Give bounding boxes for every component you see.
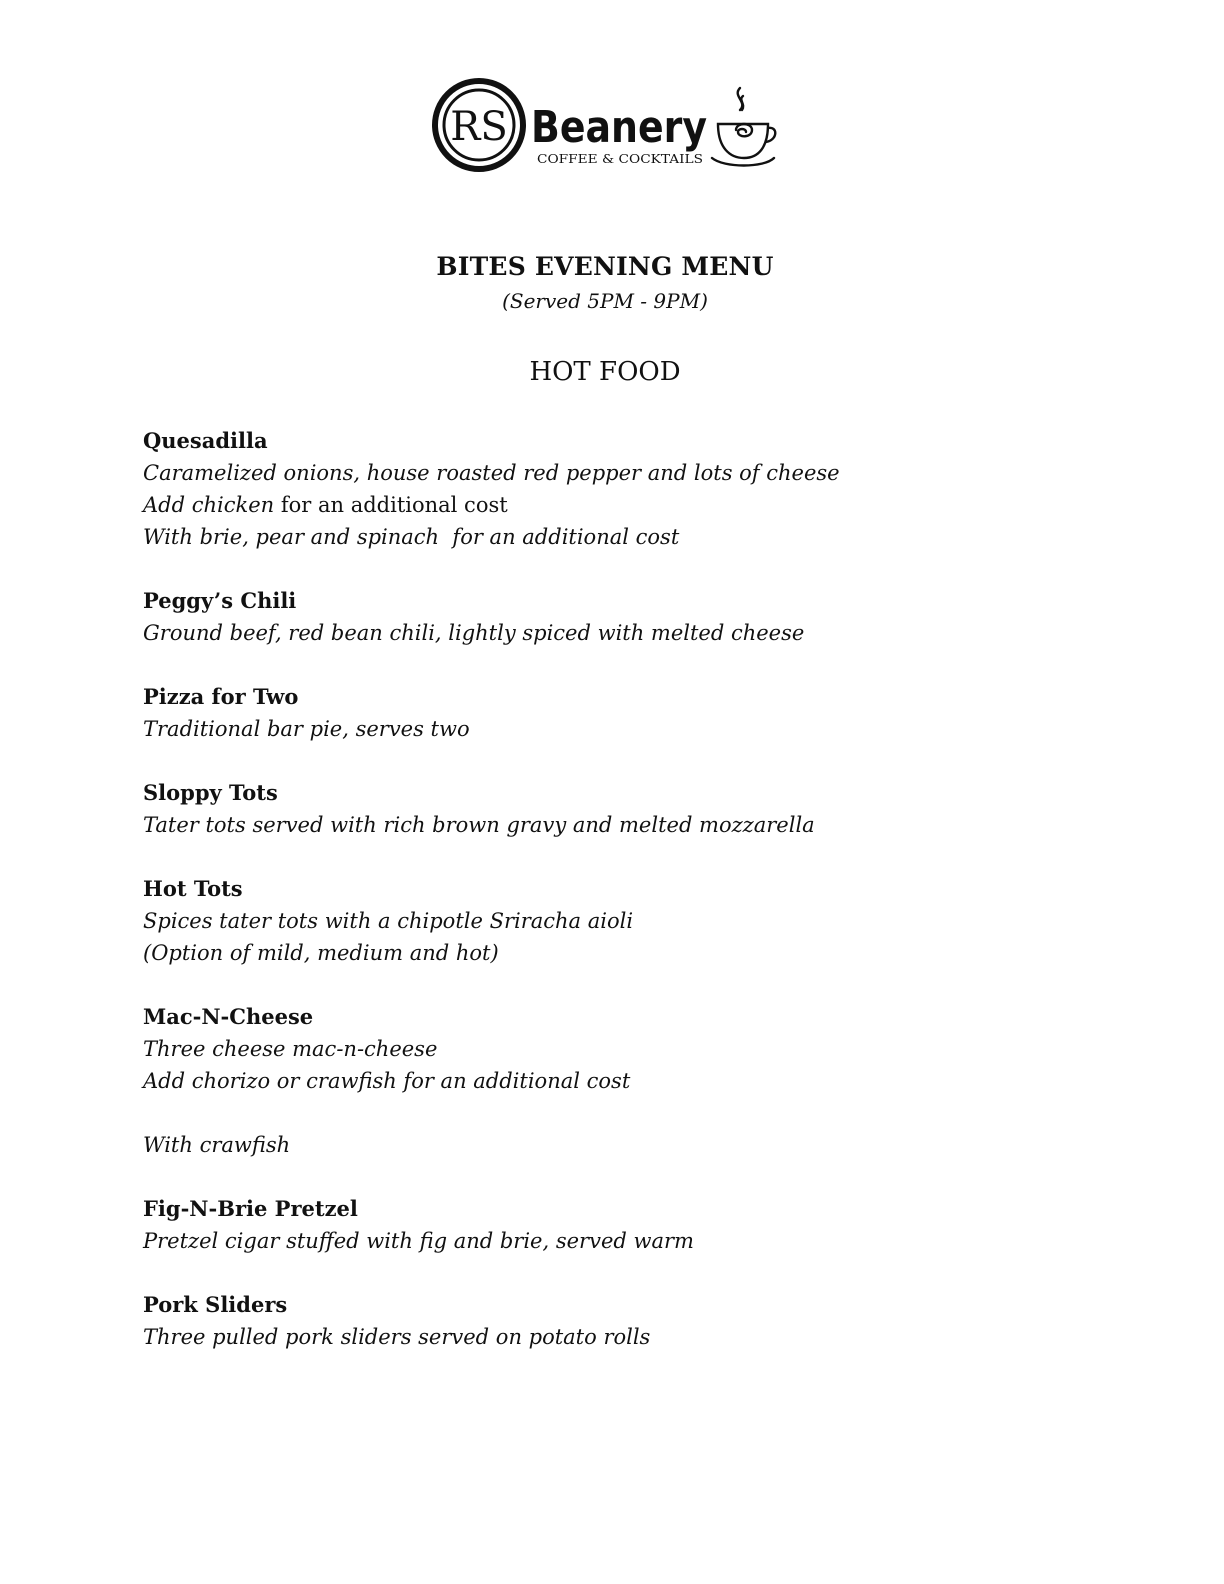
item-description: Three cheese mac-n-cheese <box>143 1037 438 1061</box>
logo-name: Beanery <box>531 102 707 153</box>
logo-monogram-badge <box>435 81 523 169</box>
item-name: Sloppy Tots <box>143 780 278 805</box>
item-name: Fig-N-Brie Pretzel <box>143 1196 358 1221</box>
menu-item-pizza-for-two <box>143 681 903 745</box>
menu-item-list <box>143 425 903 1353</box>
menu-item-peggys-chili <box>143 585 903 649</box>
item-option: With crawfish <box>143 1133 291 1157</box>
logo-monogram: RS <box>450 104 508 150</box>
menu-item-fig-n-brie-pretzel <box>143 1193 903 1257</box>
item-description: Spices tater tots with a chipotle Sriracha aioli <box>143 909 634 933</box>
menu-item-mac-n-cheese <box>143 1001 903 1161</box>
item-description: Pretzel cigar stuffed with fig and brie, served warm <box>143 1229 694 1253</box>
item-addon-name: Add chicken <box>143 493 275 517</box>
item-name: Hot Tots <box>143 876 243 901</box>
item-name: Quesadilla <box>143 428 268 453</box>
item-name: Peggy’s Chili <box>143 588 297 613</box>
section-heading: HOT FOOD <box>529 357 681 387</box>
menu-item-hot-tots <box>143 873 903 969</box>
item-name: Pork Sliders <box>143 1292 288 1317</box>
coffee-cup-icon <box>712 88 775 166</box>
item-description: Caramelized onions, house roasted red pepper and lots of cheese <box>143 461 840 485</box>
item-addon-note: for an additional cost <box>274 493 508 517</box>
item-description: Traditional bar pie, serves two <box>143 717 470 741</box>
logo-tagline: COFFEE & COCKTAILS <box>537 151 703 166</box>
item-name: Mac-N-Cheese <box>143 1004 314 1029</box>
item-description: Ground beef, red bean chili, lightly spiced with melted cheese <box>143 621 805 645</box>
item-option: With brie, pear and spinach for an additional cost <box>143 525 680 549</box>
item-addon: Add chorizo or crawfish for an additional cost <box>143 1069 631 1093</box>
item-description: Three pulled pork sliders served on potato rolls <box>143 1325 651 1349</box>
menu-title: BITES EVENING MENU <box>436 252 774 281</box>
item-name: Pizza for Two <box>143 684 299 709</box>
item-addon <box>143 489 903 521</box>
menu-hours: (Served 5PM - 9PM) <box>502 289 708 313</box>
blank-line <box>143 1097 903 1129</box>
item-option: (Option of mild, medium and hot) <box>143 941 499 965</box>
item-description: Tater tots served with rich brown gravy and melted mozzarella <box>143 813 815 837</box>
logo <box>432 76 777 176</box>
menu-item-sloppy-tots <box>143 777 903 841</box>
menu-item-pork-sliders <box>143 1289 903 1353</box>
menu-item-quesadilla <box>143 425 903 553</box>
